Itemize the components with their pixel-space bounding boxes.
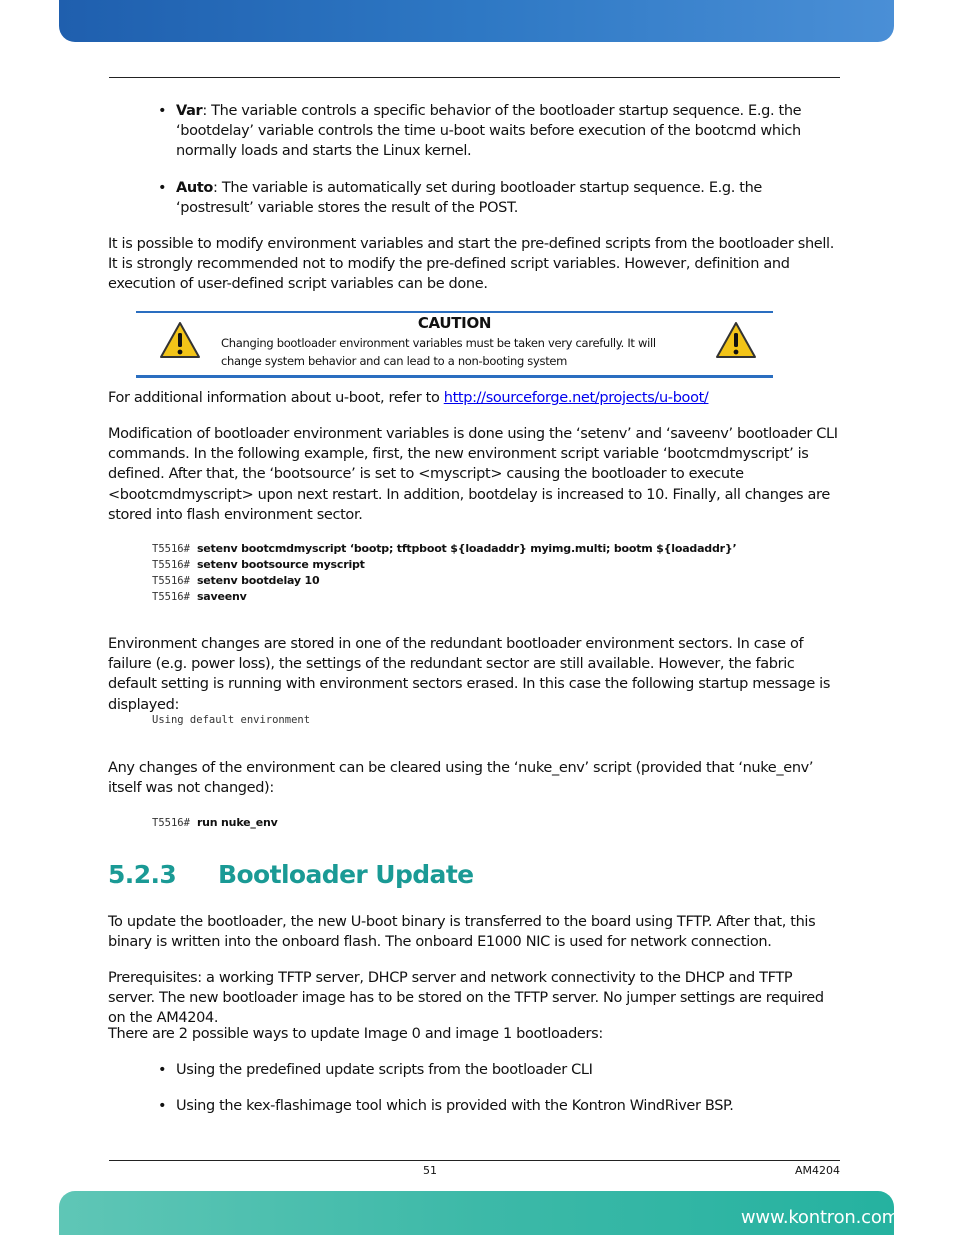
bullet-term: Var bbox=[176, 103, 203, 119]
website-link[interactable]: www.kontron.com bbox=[740, 1207, 899, 1228]
header-rule bbox=[109, 77, 840, 78]
uboot-link[interactable]: http://sourceforge.net/projects/u-boot/ bbox=[443, 390, 709, 406]
page-number: 51 bbox=[423, 1164, 437, 1177]
paragraph: For additional information about u-boot, refer to http://sourceforge.net/projects/u-boot/ bbox=[108, 390, 709, 406]
code-block bbox=[152, 541, 737, 605]
document-id: AM4204 bbox=[794, 1164, 840, 1177]
paragraph: Prerequisites: a working TFTP server, DHCP server and network connectivity to the DHCP and TFTP server. The new bootloader image has to be stored on the TFTP server. No jumper settings are required on the AM4204. bbox=[108, 970, 824, 1027]
section-title: Bootloader Update bbox=[218, 860, 474, 889]
code-line: T5516# setenv bootsource myscript bbox=[152, 558, 365, 571]
paragraph: Modification of bootloader environment variables is done using the ‘setenv’ and ‘saveenv’ bootloader CLI commands. In the following example, first, the new environment script variable ‘bootcmdmyscript’ is defined. After that, the ‘bootsource’ is set to <myscript> causing the bootloader to execute <bootcmdmyscript> upon next restart. In addition, bootdelay is increased to 10. Finally, all changes are stored into flash environment sector. bbox=[108, 426, 838, 523]
paragraph: It is possible to modify environment variables and start the pre-defined scripts from the bootloader shell. It is strongly recommended not to modify the pre-defined script variables. However, definition and execution of user-defined script variables can be done. bbox=[108, 236, 834, 293]
paragraph: Environment changes are stored in one of the redundant bootloader environment sectors. In case of failure (e.g. power loss), the settings of the redundant sector are still available. However, the fabric default setting is running with environment sectors erased. In this case the following startup message is displayed: bbox=[108, 636, 831, 713]
code-line: T5516# saveenv bbox=[152, 590, 247, 603]
caution-box bbox=[136, 311, 773, 378]
section-number: 5.2.3 bbox=[108, 860, 177, 889]
caution-title: CAUTION bbox=[417, 314, 492, 332]
bullet-text: : The variable controls a specific behavior of the bootloader startup sequence. E.g. the ‘bootdelay’ variable controls the time u-boot waits before execution of the bootcmd which normally loads and starts the Linux kernel. bbox=[176, 103, 802, 160]
footer-rule bbox=[109, 1160, 840, 1161]
header-band bbox=[59, 0, 894, 42]
paragraph: There are 2 possible ways to update Image 0 and image 1 bootloaders: bbox=[108, 1026, 603, 1042]
paragraph: To update the bootloader, the new U-boot binary is transferred to the board using TFTP. After that, this binary is written into the onboard flash. The onboard E1000 NIC is used for network connection. bbox=[108, 914, 816, 951]
warning-icon bbox=[715, 321, 757, 359]
paragraph: Any changes of the environment can be cleared using the ‘nuke_env’ script (provided that ‘nuke_env’ itself was not changed): bbox=[108, 760, 814, 797]
code-line: T5516# setenv bootdelay 10 bbox=[152, 574, 320, 587]
code-block: Using default environment bbox=[152, 714, 311, 726]
code-block: T5516# run nuke_env bbox=[152, 816, 278, 829]
code-line: T5516# setenv bootcmdmyscript ‘bootp; tftpboot ${loadaddr} myimg.multi; bootm ${loadaddr}’ bbox=[152, 542, 737, 555]
bullet-text: : The variable is automatically set during bootloader startup sequence. E.g. the ‘postresult’ variable stores the result of the POST. bbox=[176, 180, 763, 217]
caution-text: Changing bootloader environment variables must be taken very carefully. It will change system behavior and can lead to a non-booting system bbox=[221, 336, 656, 368]
bullet-term: Auto bbox=[176, 180, 214, 196]
